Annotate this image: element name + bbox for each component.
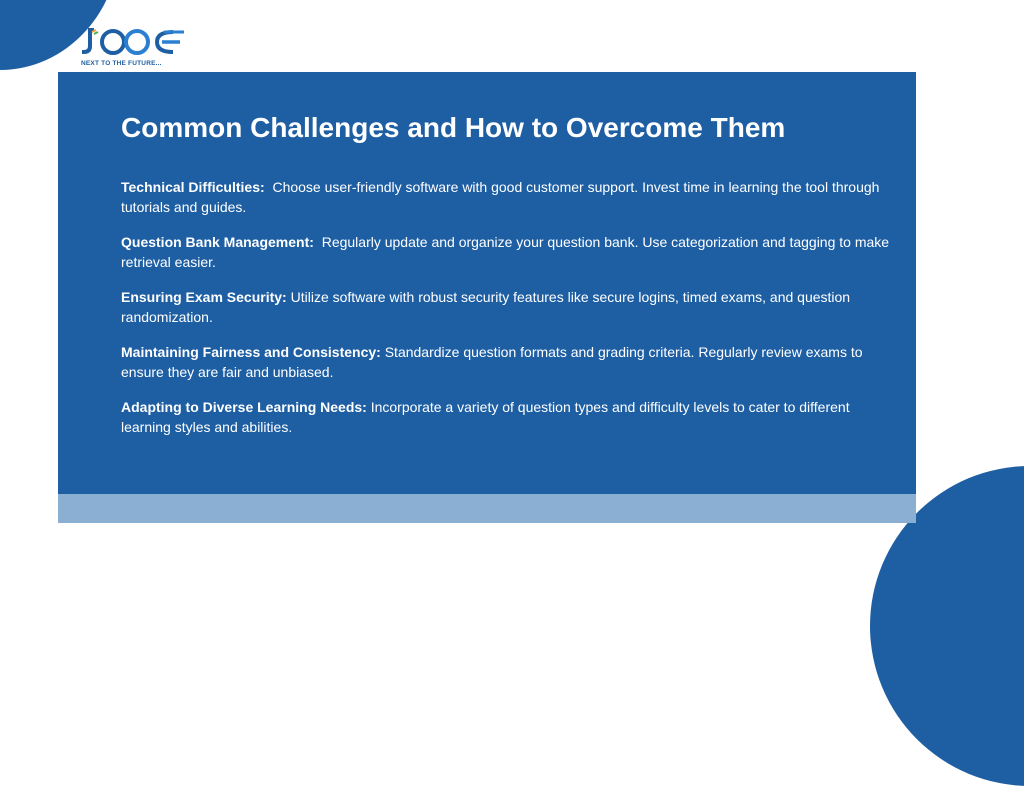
content-card xyxy=(58,72,916,494)
logo-tagline: NEXT TO THE FUTURE... xyxy=(81,60,162,67)
list-item xyxy=(121,287,891,327)
item-text: Choose user-friendly software with good customer support. Invest time in learning the tool through tutorials and guides. xyxy=(121,179,880,215)
challenge-list xyxy=(121,177,891,452)
item-text: Incorporate a variety of question types and difficulty levels to cater to different learning styles and abilities. xyxy=(121,399,850,435)
item-text: Regularly update and organize your question bank. Use categorization and tagging to make retrieval easier. xyxy=(121,234,890,270)
item-text: Standardize question formats and grading criteria. Regularly review exams to ensure they are fair and unbiased. xyxy=(121,344,863,380)
list-item xyxy=(121,177,891,217)
slide-title: Common Challenges and How to Overcome Them xyxy=(121,112,786,143)
list-item xyxy=(121,397,891,437)
item-label: Ensuring Exam Security: xyxy=(121,289,287,305)
item-label: Adapting to Diverse Learning Needs: xyxy=(121,399,367,415)
item-text: Utilize software with robust security features like secure logins, timed exams, and question randomization. xyxy=(121,289,851,325)
logo xyxy=(80,26,190,70)
item-label: Question Bank Management: xyxy=(121,234,314,250)
list-item xyxy=(121,342,891,382)
card-footer-band xyxy=(58,494,916,523)
item-label: Technical Difficulties: xyxy=(121,179,265,195)
list-item xyxy=(121,232,891,272)
item-label: Maintaining Fairness and Consistency: xyxy=(121,344,381,360)
logo-mark-icon xyxy=(80,26,188,58)
